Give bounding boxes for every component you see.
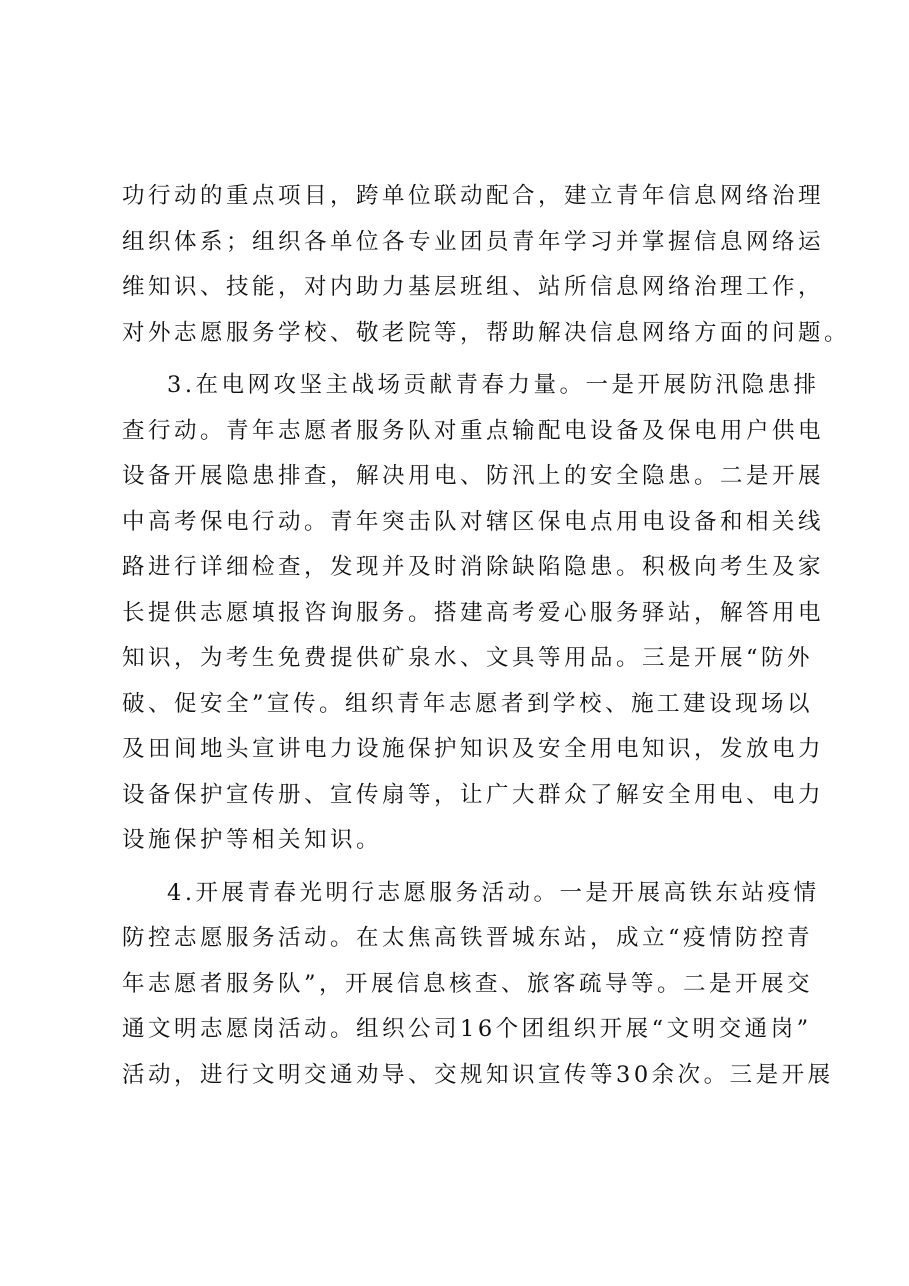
body-text xyxy=(122,174,851,1098)
text-line: 长提供志愿填报咨询服务。搭建高考爱心服务驿站，解答用电 xyxy=(122,599,825,626)
text-line: 中高考保电行动。青年突击队对辖区保电点用电设备和相关线 xyxy=(122,508,825,535)
text-line: 破、促安全”宣传。组织青年志愿者到学校、施工建设现场以 xyxy=(122,690,814,717)
text-line: 功行动的重点项目，跨单位联动配合，建立青年信息网络治理 xyxy=(122,183,825,209)
text-line: 年志愿者服务队”，开展信息核查、旅客疏导等。二是开展交 xyxy=(122,970,814,997)
text-line: 4.开展青春光明行志愿服务活动。一是开展高铁东站疫情 xyxy=(167,879,820,906)
paragraph-volunteer-service xyxy=(122,871,834,1099)
text-line: 设施保护等相关知识。 xyxy=(122,827,383,853)
paragraph-network-governance xyxy=(122,174,851,356)
text-line: 设备保护宣传册、宣传扇等，让广大群众了解安全用电、电力 xyxy=(122,781,825,808)
text-line: 组织体系；组织各单位各专业团员青年学习并掌握信息网络运 xyxy=(122,228,825,255)
text-line: 及田间地头宣讲电力设施保护知识及安全用电知识，发放电力 xyxy=(122,736,825,762)
text-line: 维知识、技能，对内助力基层班组、站所信息网络治理工作， xyxy=(122,274,825,300)
text-line: 路进行详细检查，发现并及时消除缺陷隐患。积极向考生及家 xyxy=(122,554,825,580)
text-line: 活动，进行文明交通劝导、交规知识宣传等30余次。三是开展 xyxy=(122,1061,834,1088)
text-line: 对外志愿服务学校、敬老院等，帮助解决信息网络方面的问题。 xyxy=(122,319,851,346)
text-line: 防控志愿服务活动。在太焦高铁晋城东站，成立“疫情防控青 xyxy=(122,925,814,951)
text-line: 知识，为考生免费提供矿泉水、文具等用品。三是开展“防外 xyxy=(122,645,814,671)
text-line: 3.在电网攻坚主战场贡献青春力量。一是开展防汛隐患排 xyxy=(167,372,820,398)
paragraph-grid-battlefield xyxy=(122,363,825,864)
text-line: 查行动。青年志愿者服务队对重点输配电设备及保电用户供电 xyxy=(122,417,825,444)
text-line: 通文明志愿岗活动。组织公司16个团组织开展“文明交通岗” xyxy=(122,1016,812,1042)
text-line: 设备开展隐患排查，解决用电、防汛上的安全隐患。二是开展 xyxy=(122,463,825,489)
